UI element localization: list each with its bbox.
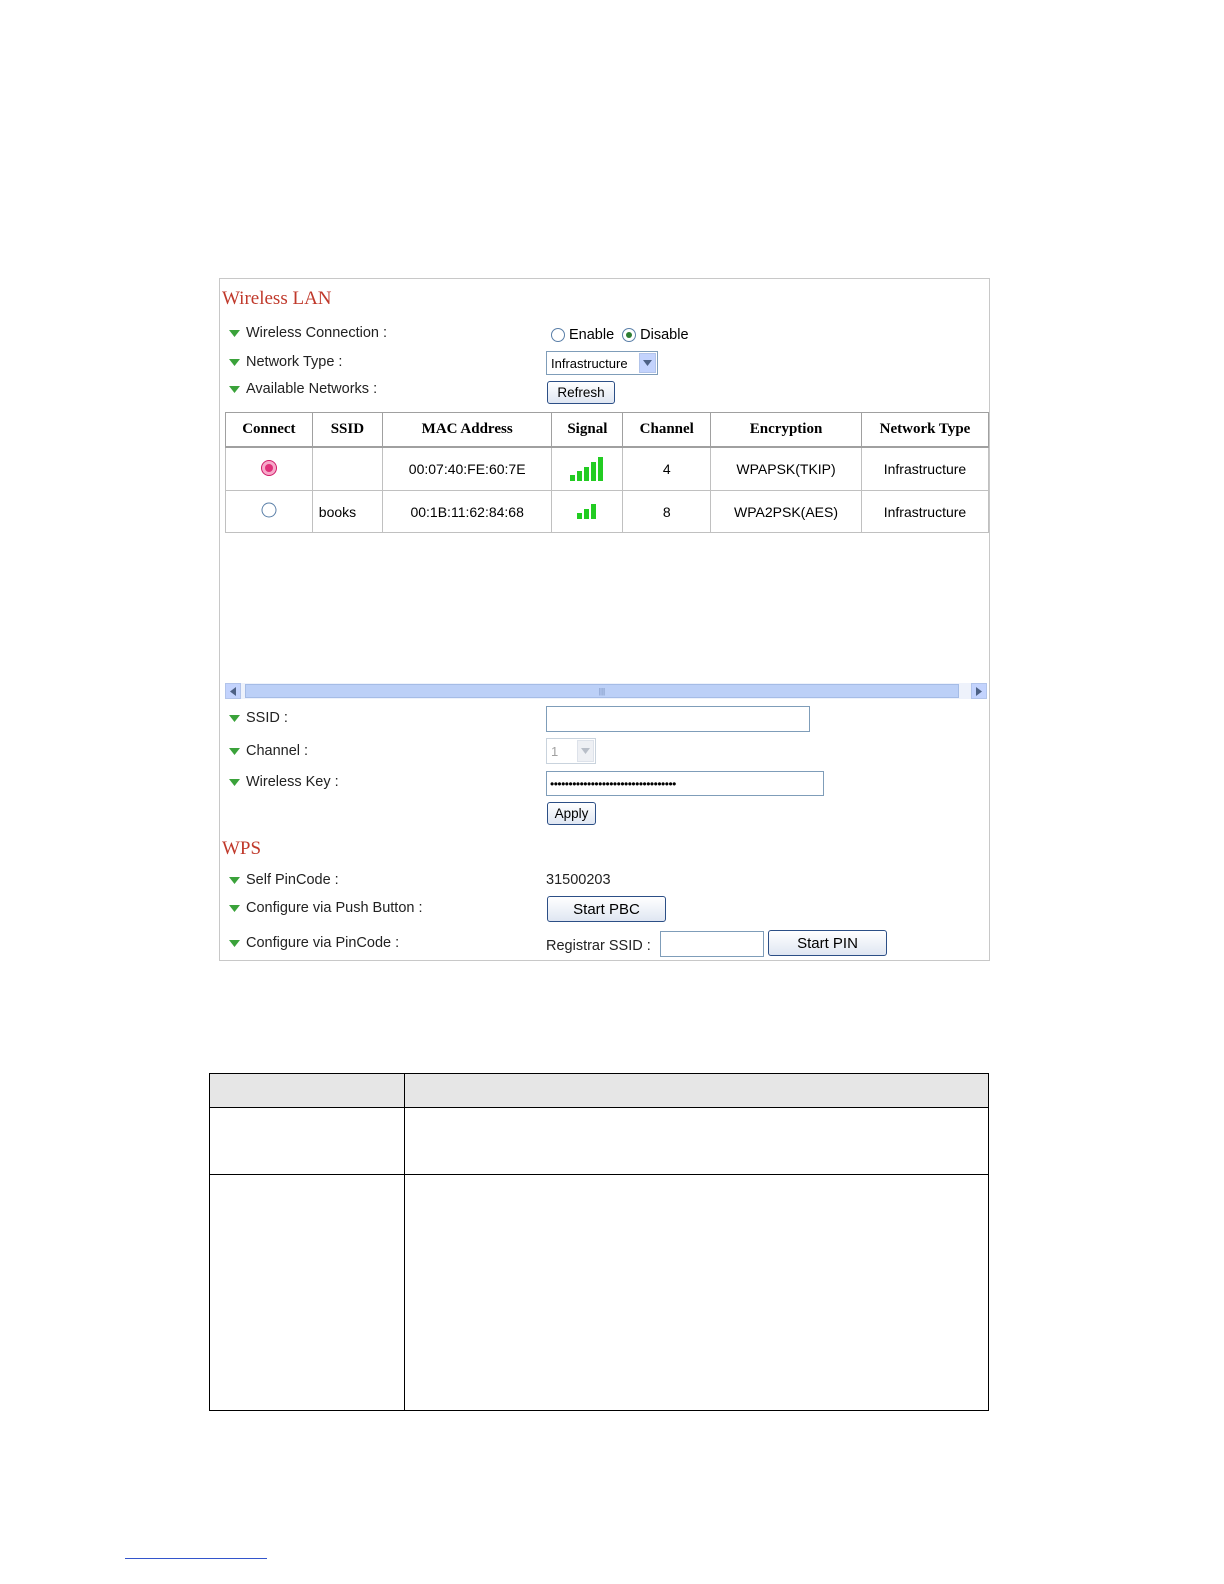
description-cell: [210, 1175, 405, 1411]
scroll-right-icon[interactable]: [971, 683, 987, 699]
network-type-label: Network Type :: [246, 354, 343, 370]
channel-cell: 8: [623, 491, 711, 533]
available-networks-row: [229, 381, 377, 397]
start-pbc-button[interactable]: Start PBC: [547, 896, 666, 922]
green-arrow-icon: [229, 904, 240, 913]
channel-label: Channel :: [246, 743, 309, 759]
wireless-key-label: Wireless Key :: [246, 774, 339, 790]
header-channel: Channel: [623, 413, 711, 448]
wireless-key-input[interactable]: ••••••••••••••••••••••••••••••••••: [546, 771, 824, 796]
channel-row: [229, 743, 308, 759]
wireless-connection-row: [229, 325, 387, 341]
self-pincode-row: [229, 872, 339, 888]
refresh-button[interactable]: Refresh: [547, 381, 615, 404]
mac-cell: 00:07:40:FE:60:7E: [382, 447, 551, 491]
enable-label: Enable: [569, 327, 615, 343]
channel-value: 1: [551, 743, 559, 759]
green-arrow-icon: [229, 329, 240, 338]
encryption-cell: WPA2PSK(AES): [711, 491, 862, 533]
signal-cell: [552, 447, 623, 491]
registrar-ssid-label: Registrar SSID :: [546, 938, 651, 954]
network-type-cell: Infrastructure: [861, 447, 988, 491]
apply-button[interactable]: Apply: [547, 802, 596, 825]
unselected-radio-icon[interactable]: [261, 502, 277, 518]
network-type-select[interactable]: [546, 351, 658, 375]
table-row[interactable]: [226, 491, 989, 533]
description-header-cell: [405, 1074, 989, 1108]
ssid-row: [229, 710, 288, 726]
green-arrow-icon: [229, 747, 240, 756]
network-type-cell: Infrastructure: [861, 491, 988, 533]
wireless-lan-title: Wireless LAN: [222, 288, 332, 309]
selected-radio-icon[interactable]: [261, 460, 277, 476]
header-connect: Connect: [226, 413, 313, 448]
disable-radio[interactable]: [622, 328, 636, 342]
pincode-label: Configure via PinCode :: [246, 935, 400, 951]
signal-strength-icon: [568, 454, 606, 482]
header-signal: Signal: [552, 413, 623, 448]
networks-table: [225, 412, 989, 533]
self-pincode-value: 31500203: [546, 872, 611, 888]
horizontal-scrollbar[interactable]: [225, 683, 987, 699]
description-header-cell: [210, 1074, 405, 1108]
table-row[interactable]: [226, 447, 989, 491]
wireless-connection-options: [551, 327, 689, 343]
push-button-label: Configure via Push Button :: [246, 900, 423, 916]
connect-cell: [226, 491, 313, 533]
ssid-cell: [312, 447, 382, 491]
description-header-row: [210, 1074, 989, 1108]
table-row: [210, 1108, 989, 1175]
available-networks-label: Available Networks :: [246, 381, 378, 397]
connect-cell: [226, 447, 313, 491]
signal-strength-icon: [575, 500, 599, 520]
green-arrow-icon: [229, 876, 240, 885]
wireless-connection-label: Wireless Connection :: [246, 325, 388, 341]
scrollbar-thumb[interactable]: |||: [245, 684, 959, 698]
registrar-ssid-input[interactable]: [660, 931, 764, 957]
ssid-label: SSID :: [246, 710, 288, 726]
scroll-left-icon[interactable]: [225, 683, 241, 699]
green-arrow-icon: [229, 714, 240, 723]
ssid-input[interactable]: [546, 706, 810, 732]
pincode-row: [229, 935, 399, 951]
enable-radio[interactable]: [551, 328, 565, 342]
start-pin-button[interactable]: Start PIN: [768, 930, 887, 956]
description-cell: [210, 1108, 405, 1175]
green-arrow-icon: [229, 385, 240, 394]
header-network-type: Network Type: [861, 413, 988, 448]
channel-select[interactable]: [546, 738, 596, 764]
footer-link-underline: [125, 1558, 267, 1559]
encryption-cell: WPAPSK(TKIP): [711, 447, 862, 491]
wps-title: WPS: [222, 838, 262, 859]
description-cell: [405, 1175, 989, 1411]
wireless-settings-panel: [219, 278, 990, 961]
wireless-key-row: [229, 774, 339, 790]
description-cell: [405, 1108, 989, 1175]
header-mac-address: MAC Address: [382, 413, 551, 448]
ssid-cell: books: [312, 491, 382, 533]
description-table: [209, 1073, 989, 1411]
chevron-down-icon: [577, 740, 594, 762]
networks-header-row: [226, 413, 989, 448]
self-pincode-label: Self PinCode :: [246, 872, 339, 888]
green-arrow-icon: [229, 939, 240, 948]
network-type-value: Infrastructure: [551, 355, 628, 371]
signal-cell: [552, 491, 623, 533]
mac-cell: 00:1B:11:62:84:68: [382, 491, 551, 533]
push-button-row: [229, 900, 423, 916]
channel-cell: 4: [623, 447, 711, 491]
chevron-down-icon: [639, 353, 656, 373]
disable-label: Disable: [640, 327, 689, 343]
green-arrow-icon: [229, 358, 240, 367]
table-row: [210, 1175, 989, 1411]
header-ssid: SSID: [312, 413, 382, 448]
header-encryption: Encryption: [711, 413, 862, 448]
green-arrow-icon: [229, 778, 240, 787]
network-type-row: [229, 354, 342, 370]
